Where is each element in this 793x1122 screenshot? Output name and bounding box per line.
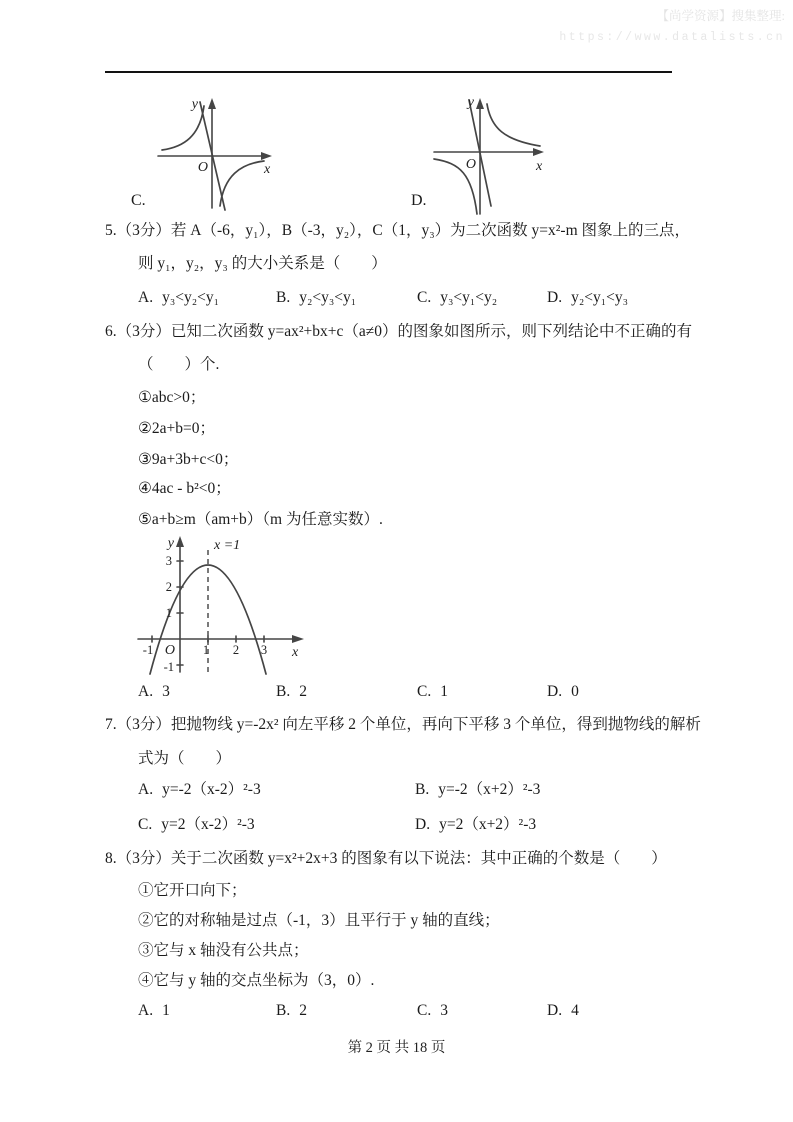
y-tick-3: 3	[165, 554, 172, 568]
y-tick-1: 1	[165, 606, 172, 620]
question-7-line1: 7.（3分）把抛物线 y=-2x² 向左平移 2 个单位，再向下平移 3 个单位，得到抛物线的解析	[105, 716, 701, 733]
question-6-statement-5: ⑤a+b≥m（am+b）（m 为任意实数）.	[138, 511, 383, 528]
option-a: A. 1	[138, 1002, 170, 1019]
option-d: D. 4	[547, 1002, 579, 1019]
option-a: A. y=-2（x-2）²-3	[138, 781, 261, 798]
question-8-statement-3: ③它与 x 轴没有公共点；	[138, 942, 309, 959]
question-5-line1: 5.（3分）若 A（-6，y₁），B（-3，y₂），C（1，y₃）为二次函数 y=x²-m 图象上的三点，	[105, 222, 691, 239]
question-6-statement-4: ④4ac - b²<0；	[138, 480, 231, 497]
x-axis-arrow	[533, 148, 544, 156]
header-rule	[105, 71, 672, 73]
question-6-statement-2: ②2a+b=0；	[138, 420, 216, 437]
question-5-line2: 则 y₁，y₂，y₃ 的大小关系是（ ）	[138, 255, 387, 272]
y-axis-label: y	[467, 95, 474, 110]
y-axis-label: y	[191, 97, 198, 112]
option-d: D. y₂<y₁<y₃	[547, 289, 629, 306]
x-tick-1: 1	[202, 643, 210, 657]
option-a: A. y₃<y₂<y₁	[138, 289, 220, 306]
question-8-options	[138, 1000, 579, 1022]
hyperbola-branch-q4	[220, 161, 264, 206]
y-axis-arrow	[176, 536, 184, 547]
x-axis-label: x	[292, 645, 299, 660]
parabola-graph	[128, 532, 308, 674]
x-axis-arrow	[261, 152, 272, 160]
hyperbola-graph-c	[150, 92, 278, 210]
watermark-source-text: 【尚学资源】搜集整理:	[656, 9, 785, 23]
x-axis-label: x	[264, 162, 271, 177]
option-b: B. 2	[276, 1002, 307, 1019]
x-axis-arrow	[292, 635, 304, 643]
question-7-line2: 式为（ ）	[138, 750, 232, 767]
question-8-statement-1: ①它开口向下；	[138, 882, 247, 899]
watermark	[559, 6, 785, 48]
option-c-label: C.	[131, 192, 146, 209]
page-footer: 第 2 页 共 18 页	[347, 1040, 446, 1056]
hyperbola-graph-d	[430, 92, 548, 216]
option-b: B. y₂<y₃<y₁	[276, 289, 357, 306]
question-7-options-row1	[138, 779, 540, 801]
option-b: B. 2	[276, 683, 307, 700]
question-7-options-row2	[138, 814, 536, 836]
question-6-statement-1: ①abc>0；	[138, 389, 206, 406]
hyperbola-branch-q2	[162, 106, 204, 150]
x-tick-3: 3	[260, 643, 268, 657]
option-d-label: D.	[411, 192, 427, 209]
x-tick-neg1: -1	[142, 643, 154, 657]
option-b: B. y=-2（x+2）²-3	[415, 781, 541, 798]
question-6-line2: （ ）个.	[138, 356, 220, 373]
y-axis-arrow	[208, 98, 216, 109]
option-c: C. y=2（x-2）²-3	[138, 816, 255, 833]
question-6-options	[138, 681, 579, 703]
option-c: C. y₃<y₁<y₂	[417, 289, 498, 306]
y-tick-2: 2	[165, 580, 172, 594]
x-axis-label: x	[536, 159, 543, 174]
question-6-line1: 6.（3分）已知二次函数 y=ax²+bx+c（a≠0）的图象如图所示，则下列结论中不正确的有	[105, 323, 693, 340]
origin-label: O	[465, 157, 476, 172]
question-8-statement-4: ④它与 y 轴的交点坐标为（3，0）.	[138, 972, 375, 989]
y-axis-arrow	[476, 98, 484, 109]
symmetry-label: x =1	[214, 538, 241, 553]
question-6-statement-3: ③9a+3b+c<0；	[138, 451, 239, 468]
option-d: D. 0	[547, 683, 579, 700]
option-c: C. 1	[417, 683, 448, 700]
option-c: C. 3	[417, 1002, 448, 1019]
y-axis-label: y	[167, 536, 174, 551]
question-8-statement-2: ②它的对称轴是过点（-1，3）且平行于 y 轴的直线；	[138, 912, 500, 929]
hyperbola-branch-q1	[487, 104, 540, 146]
y-tick-neg1: -1	[163, 660, 174, 674]
option-a: A. 3	[138, 683, 170, 700]
x-tick-2: 2	[232, 643, 240, 657]
option-d: D. y=2（x+2）²-3	[415, 816, 537, 833]
origin-label: O	[197, 160, 208, 175]
watermark-url: https://www.datalists.cn	[559, 31, 785, 44]
question-8-line1: 8.（3分）关于二次函数 y=x²+2x+3 的图象有以下说法：其中正确的个数是（ ）	[105, 850, 667, 867]
origin-label: O	[164, 643, 175, 658]
question-5-options	[138, 287, 628, 309]
